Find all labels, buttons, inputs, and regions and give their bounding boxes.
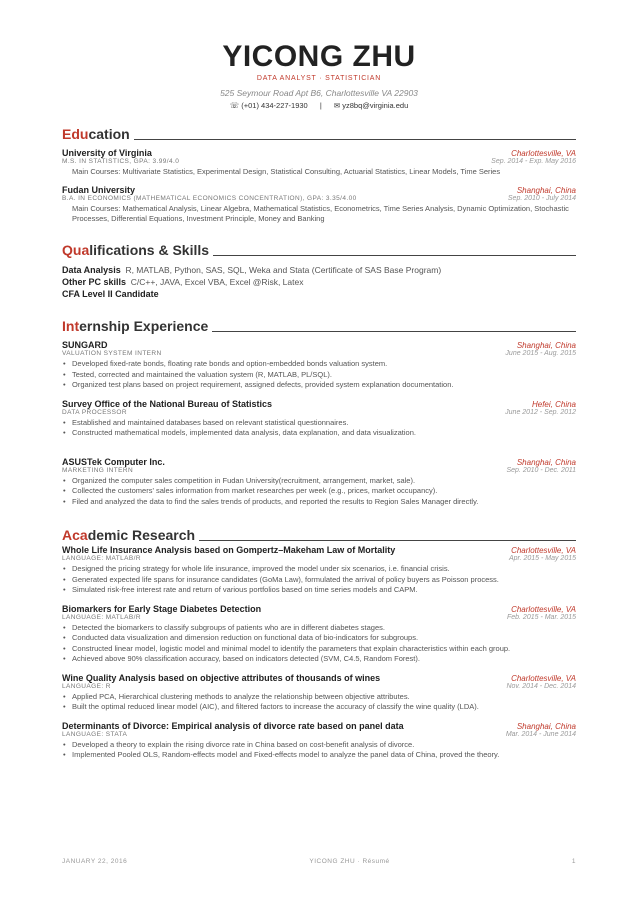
entry-location: Charlottesville, VA (511, 149, 576, 158)
page-number: 1 (571, 858, 576, 865)
entry-dates: June 2012 - Sep. 2012 (505, 408, 576, 416)
bullet-item: • Generated expected life spans for insurance candidates (GoMa Law), formulated the arrival of policy buyers as Poisson process. (62, 575, 576, 586)
skill-value: R, MATLAB, Python, SAS, SQL, Weka and Stata (Certificate of SAS Base Program) (125, 265, 442, 275)
courses: Main Courses: Multivariate Statistics, Experimental Design, Statistical Consulting, Actuarial Statistics, Linear Models, Time Series (72, 167, 501, 176)
skills-section (62, 242, 576, 300)
research-entry (62, 673, 576, 713)
section-rule (213, 255, 576, 256)
resume-page (62, 0, 576, 761)
section-rule (199, 540, 576, 541)
section-title-accent: Aca (62, 527, 88, 543)
org-name: Survey Office of the National Bureau of Statistics (62, 398, 273, 409)
entry-dates: June 2015 - Aug. 2015 (505, 350, 576, 357)
entry-location: Charlottesville, VA (511, 673, 576, 683)
courses: Main Courses: Mathematical Analysis, Linear Algebra, Mathematical Statistics, Econometrics, Time Series Analysis, Dynamic Optimization, Stochastic Processes, Differential Equations, Investment Principle, Money and Banking (72, 204, 569, 223)
role: DATA PROCESSOR (62, 408, 127, 416)
internship-entry (62, 340, 576, 391)
language: LANGUAGE: R (62, 682, 111, 690)
language: LANGUAGE: MATLAB/R (62, 613, 141, 621)
entry-dates: Sep. 2010 - Dec. 2011 (506, 466, 576, 474)
language: LANGUAGE: STATA (62, 730, 128, 738)
role: VALUATION SYSTEM INTERN (62, 350, 162, 357)
entry-dates: Mar. 2014 - June 2014 (505, 730, 576, 738)
skill-row (62, 288, 576, 300)
entry-dates: Sep. 2014 - Exp. May 2016 (491, 158, 576, 165)
bullet-item: • Built the optimal reduced linear model (AIC), and filtered factors to increase the accuracy of classify the wine quality (LDA). (62, 702, 576, 713)
bullet-item: • Designed the pricing strategy for whole life insurance, improved the model under six scenarios, i.e. financial crisis. (62, 564, 576, 575)
bullet-item: • Constructed linear model, logistic model and minimal model to identify the parameters that explain characteristics within each group. (62, 644, 576, 655)
bullet-item: • Developed fixed-rate bonds, floating rate bonds and option-embedded bonds valuation system. (62, 359, 576, 370)
degree: B.A. IN ECONOMICS (MATHEMATICAL ECONOMICS CONCENTRATION), GPA: 3.35/4.00 (62, 195, 357, 202)
project-title: Determinants of Divorce: Empirical analysis of divorce rate based on panel data (62, 720, 404, 731)
project-title: Wine Quality Analysis based on objective attributes of thousands of wines (62, 672, 381, 683)
bullet-item: • Applied PCA, Hierarchical clustering methods to analyze the relationship between objective attributes. (62, 692, 576, 703)
contact-separator: | (319, 101, 322, 110)
bullet-item: • Conducted data visualization and dimension reduction on functional data of bio-indicators for subgroups. (62, 633, 576, 644)
contact-line (62, 101, 576, 110)
section-title-internship (62, 318, 576, 334)
education-entry (62, 148, 576, 177)
section-rule (212, 331, 576, 332)
internship-section (62, 318, 576, 507)
section-title-education (62, 126, 576, 142)
footer-center: YICONG ZHU · Résumé (309, 858, 390, 865)
research-entry (62, 545, 576, 596)
section-title-rest: demic Research (87, 527, 196, 543)
entry-location: Charlottesville, VA (511, 604, 576, 614)
bullet-item: • Filed and analyzed the data to find the sales trends of products, and reported the results to Region Sales Manager directly. (62, 497, 576, 508)
school-name: Fudan University (62, 185, 136, 195)
bullet-item: • Established and maintained databases based on relevant statistical questionnaires. (62, 418, 576, 429)
entry-dates: Nov. 2014 - Dec. 2014 (506, 682, 576, 690)
project-title: Whole Life Insurance Analysis based on Gompertz–Makeham Law of Mortality (62, 545, 396, 555)
org-name: SUNGARD (62, 340, 108, 350)
education-entry (62, 185, 576, 224)
candidate-address: 525 Seymour Road Apt B6, Charlottesville VA 22903 (220, 88, 418, 98)
skill-label: CFA Level II Candidate (62, 289, 159, 299)
org-name: ASUSTek Computer Inc. (62, 456, 165, 467)
role: MARKETING INTERN (62, 466, 134, 474)
bullet-item: • Organized the computer sales competition in Fudan University(recruitment, arrangement, market, sale). (62, 476, 576, 487)
section-title-accent: Int (62, 318, 80, 334)
research-entry (62, 721, 576, 761)
research-entry (62, 604, 576, 665)
bullet-item: • Organized test plans based on project requirement, assigned defects, provided system explanation documentation. (62, 380, 576, 391)
skill-label: Other PC skills (62, 277, 127, 287)
bullet-item: • Collected the customers' sales information from market researches per week (e.g., prices, market occupancy). (62, 486, 576, 497)
bullet-item: • Developed a theory to explain the rising divorce rate in China based on cost-benefit analysis of divorce. (62, 740, 576, 751)
section-title-rest: lifications & Skills (89, 242, 210, 258)
education-section (62, 126, 576, 224)
email-link[interactable]: yz8bq@virginia.edu (342, 101, 409, 110)
entry-location: Shanghai, China (516, 186, 576, 195)
candidate-name: YICONG ZHU (222, 40, 416, 73)
internship-entry (62, 399, 576, 439)
candidate-roles: DATA ANALYST · STATISTICIAN (256, 75, 382, 82)
section-title-rest: ernship Experience (79, 318, 209, 334)
school-name: University of Virginia (62, 148, 152, 158)
email-icon: ✉ (333, 101, 341, 110)
section-title-accent: Qua (62, 242, 90, 258)
section-title-research (62, 527, 576, 543)
entry-dates: Sep. 2010 - July 2014 (507, 195, 576, 202)
footer-date: JANUARY 22, 2016 (62, 858, 128, 865)
bullet-item: • Detected the biomarkers to classify subgroups of patients who are in different diabetes stages. (62, 623, 576, 634)
skill-row (62, 276, 576, 288)
bullet-item: • Achieved above 90% classification accuracy, based on indicators detected (SVM, C4.5, Random Forest). (62, 654, 576, 665)
entry-location: Shanghai, China (516, 721, 576, 731)
page-footer (62, 858, 576, 865)
phone-number: (+01) 434-227-1930 (241, 101, 308, 110)
entry-location: Charlottesville, VA (511, 546, 576, 555)
section-title-skills (62, 242, 576, 258)
research-section (62, 527, 576, 761)
internship-entry (62, 457, 576, 508)
bullet-item: • Constructed mathematical models, implemented data analysis, data explanation, and data visualization. (62, 428, 576, 439)
resume-header (62, 40, 576, 110)
phone-icon: ☏ (229, 101, 240, 110)
bullet-item: • Simulated risk-free interest rate and return of various portfolios based on time series models and CAPM. (62, 585, 576, 596)
section-title-rest: cation (88, 126, 130, 142)
skill-value: C/C++, JAVA, Excel VBA, Excel @Risk, Latex (130, 277, 304, 287)
entry-location: Hefei, China (531, 399, 576, 409)
entry-dates: Feb. 2015 - Mar. 2015 (506, 613, 576, 621)
entry-location: Shanghai, China (516, 341, 576, 350)
project-title: Biomarkers for Early Stage Diabetes Detection (62, 603, 262, 614)
section-title-accent: Edu (62, 126, 89, 142)
bullet-item: • Implemented Pooled OLS, Random-effects model and Fixed-effects model to analyze the panel data of China, proved the theory. (62, 750, 576, 761)
bullet-item: • Tested, corrected and maintained the valuation system (R, MATLAB, PL/SQL). (62, 370, 576, 381)
skill-row (62, 264, 576, 276)
entry-location: Shanghai, China (516, 457, 576, 467)
degree: M.S. IN STATISTICS, GPA: 3.99/4.0 (62, 158, 180, 165)
skill-label: Data Analysis (62, 265, 121, 275)
section-rule (134, 139, 576, 140)
entry-dates: Apr. 2015 - May 2015 (508, 555, 576, 562)
language: LANGUAGE: MATLAB/R (62, 555, 141, 562)
